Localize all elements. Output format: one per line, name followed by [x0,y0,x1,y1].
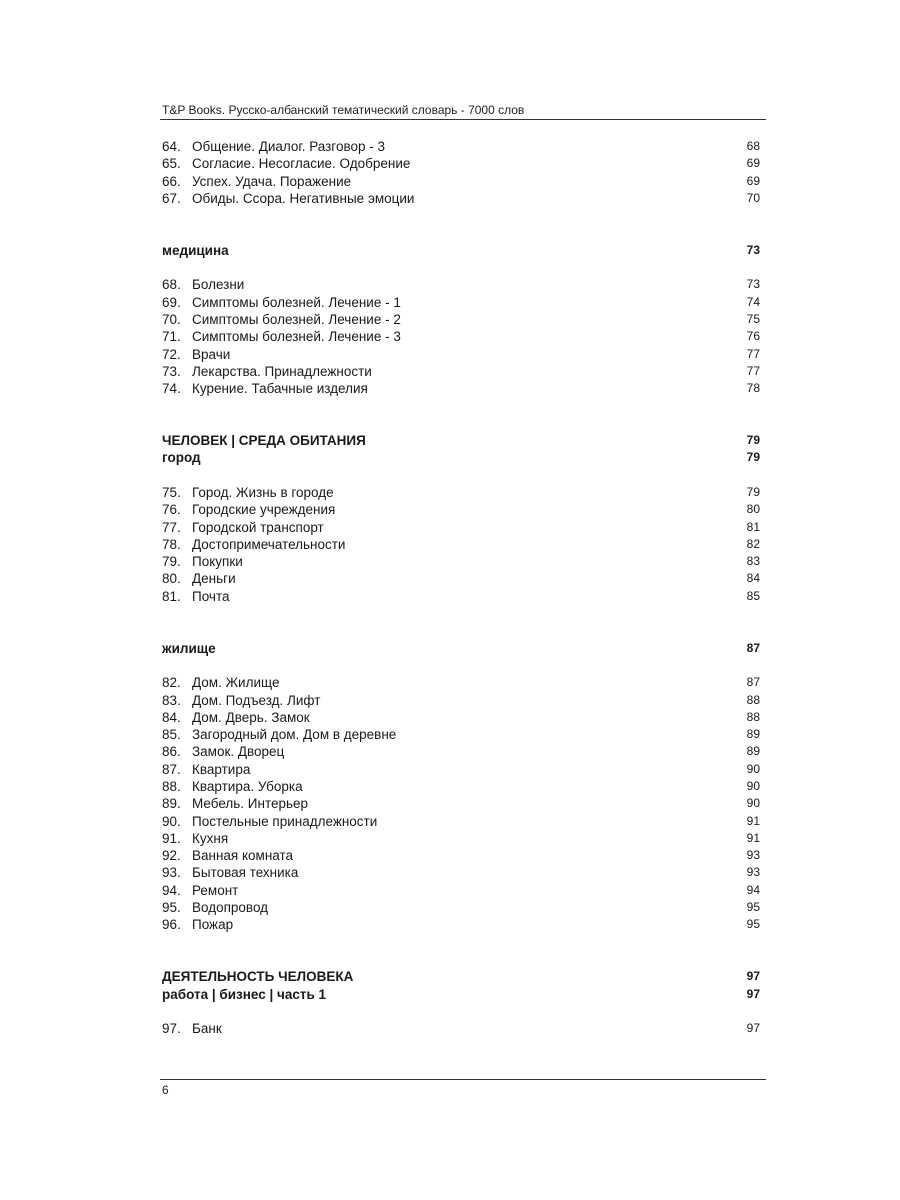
entry-title: Лекарства. Принадлежности [192,363,372,379]
entry-title: Ремонт [192,882,239,898]
entry-number: 73. [162,363,181,379]
entry-page: 84 [746,571,760,586]
entry-page: 85 [746,588,760,603]
entry-title: Общение. Диалог. Разговор - 3 [192,139,385,154]
entry-number: 69. [162,294,181,310]
toc-entry[interactable] [162,692,760,709]
entry-page: 80 [746,502,760,517]
entry-number: 68. [162,277,181,293]
entry-page: 90 [746,761,760,776]
entry-number: 86. [162,744,181,760]
entry-number: 71. [162,329,181,345]
toc-entry[interactable] [162,813,760,830]
entry-number: 89. [162,796,181,812]
toc-entry[interactable] [162,536,760,553]
toc-section-heading[interactable] [162,640,760,657]
toc-entry[interactable] [162,830,760,847]
heading-gap [162,467,760,484]
section-gap [162,934,760,969]
toc-entry[interactable] [162,553,760,570]
toc-entry[interactable] [162,795,760,812]
entry-title: Банк [192,1021,222,1037]
entry-page: 76 [746,329,760,344]
entry-page: 73 [746,277,760,292]
entry-number: 81. [162,588,181,604]
entry-title: Городской транспорт [192,519,324,535]
entry-title: Покупки [192,554,243,570]
entry-number: 85. [162,727,181,743]
entry-number: 72. [162,346,181,362]
entry-title: Загородный дом. Дом в деревне [192,727,397,743]
toc-entry[interactable] [162,588,760,605]
entry-title: Успех. Удача. Поражение [192,173,352,189]
section-page: 79 [746,433,760,448]
toc-entry[interactable] [162,138,760,155]
toc-entry[interactable] [162,778,760,795]
heading-gap [162,1003,760,1020]
entry-number: 83. [162,692,181,708]
footer-divider [160,1079,766,1080]
entry-page: 91 [746,830,760,845]
table-of-contents [162,138,760,1037]
toc-entry[interactable] [162,294,760,311]
toc-entry[interactable] [162,311,760,328]
toc-entry[interactable] [162,916,760,933]
section-title: медицина [162,242,229,258]
entry-number: 91. [162,830,181,846]
toc-entry[interactable] [162,709,760,726]
entry-page: 88 [746,692,760,707]
section-page: 97 [746,986,760,1001]
entry-page: 68 [746,139,760,153]
entry-title: Водопровод [192,900,269,916]
toc-entry[interactable] [162,864,760,881]
entry-page: 75 [746,311,760,326]
entry-title: Дом. Подъезд. Лифт [192,692,321,708]
entry-page: 93 [746,865,760,880]
entry-title: Симптомы болезней. Лечение - 3 [192,329,401,345]
entry-number: 77. [162,519,181,535]
toc-entry[interactable] [162,847,760,864]
entry-title: Городские учреждения [192,502,336,518]
entry-number: 70. [162,311,181,327]
heading-gap [162,657,760,674]
toc-section-heading[interactable] [162,432,760,449]
section-page: 73 [746,242,760,257]
entry-number: 64. [162,139,181,154]
entry-number: 76. [162,502,181,518]
entry-number: 87. [162,761,181,777]
entry-page: 89 [746,744,760,759]
entry-page: 97 [746,1021,760,1036]
section-page: 97 [746,969,760,984]
header-divider [160,119,766,120]
toc-entry[interactable] [162,1020,760,1037]
entry-page: 87 [746,675,760,690]
toc-entry[interactable] [162,190,760,207]
toc-entry[interactable] [162,484,760,501]
entry-page: 74 [746,294,760,309]
entry-number: 79. [162,554,181,570]
entry-title: Почта [192,588,230,604]
toc-section-heading[interactable] [162,242,760,259]
entry-page: 88 [746,709,760,724]
entry-title: Достопримечательности [192,536,346,552]
entry-title: Согласие. Несогласие. Одобрение [192,156,411,172]
running-header: T&P Books. Русско-албанский тематический словарь - 7000 слов [162,103,525,117]
toc-entry[interactable] [162,570,760,587]
section-title: ЧЕЛОВЕК | СРЕДА ОБИТАНИЯ [162,433,366,449]
toc-entry[interactable] [162,674,760,691]
entry-page: 77 [746,363,760,378]
toc-entry[interactable] [162,346,760,363]
toc-entry[interactable] [162,899,760,916]
section-gap [162,207,760,242]
entry-number: 93. [162,865,181,881]
entry-number: 82. [162,675,181,691]
entry-page: 81 [746,519,760,534]
entry-page: 77 [746,346,760,361]
entry-number: 67. [162,190,181,206]
toc-section-heading[interactable] [162,968,760,985]
entry-page: 79 [746,484,760,499]
entry-title: Квартира. Уборка [192,778,303,794]
toc-section-heading[interactable] [162,449,760,466]
entry-number: 80. [162,571,181,587]
entry-page: 90 [746,778,760,793]
page-number: 6 [162,1083,169,1097]
entry-page: 70 [746,190,760,205]
entry-page: 69 [746,156,760,171]
entry-title: Замок. Дворец [192,744,285,760]
entry-page: 83 [746,554,760,569]
toc-entry[interactable] [162,743,760,760]
entry-number: 84. [162,709,181,725]
toc-entry[interactable] [162,276,760,293]
section-page: 87 [746,640,760,655]
section-title: работа | бизнес | часть 1 [162,986,327,1002]
toc-entry[interactable] [162,173,760,190]
entry-title: Кухня [192,830,229,846]
entry-number: 78. [162,536,181,552]
entry-title: Симптомы болезней. Лечение - 2 [192,311,401,327]
entry-number: 97. [162,1021,181,1037]
entry-title: Дом. Жилище [192,675,280,691]
section-page: 79 [746,450,760,465]
entry-number: 96. [162,917,181,933]
entry-title: Деньги [192,571,236,587]
toc-entry[interactable] [162,761,760,778]
entry-number: 94. [162,882,181,898]
entry-number: 95. [162,900,181,916]
entry-number: 75. [162,484,181,500]
entry-title: Дом. Дверь. Замок [192,709,310,725]
toc-entry[interactable] [162,328,760,345]
entry-title: Курение. Табачные изделия [192,381,368,397]
entry-page: 89 [746,727,760,742]
entry-title: Врачи [192,346,231,362]
entry-number: 88. [162,778,181,794]
toc-entry[interactable] [162,380,760,397]
entry-number: 92. [162,848,181,864]
entry-number: 74. [162,381,181,397]
section-title: жилище [162,640,216,656]
section-title: ДЕЯТЕЛЬНОСТЬ ЧЕЛОВЕКА [162,969,354,985]
entry-title: Обиды. Ссора. Негативные эмоции [192,190,415,206]
entry-title: Мебель. Интерьер [192,796,309,812]
toc-section-heading[interactable] [162,986,760,1003]
entry-page: 69 [746,173,760,188]
entry-page: 82 [746,536,760,551]
entry-title: Симптомы болезней. Лечение - 1 [192,294,401,310]
toc-entry[interactable] [162,726,760,743]
entry-page: 93 [746,848,760,863]
entry-page: 78 [746,381,760,396]
section-gap [162,605,760,640]
entry-title: Болезни [192,277,245,293]
toc-entry[interactable] [162,363,760,380]
entry-page: 95 [746,917,760,932]
entry-title: Город. Жизнь в городе [192,484,334,500]
entry-page: 90 [746,796,760,811]
toc-entry[interactable] [162,882,760,899]
entry-number: 66. [162,173,181,189]
entry-page: 94 [746,882,760,897]
entry-title: Ванная комната [192,848,294,864]
entry-title: Постельные принадлежности [192,813,378,829]
entry-title: Квартира [192,761,251,777]
entry-page: 95 [746,900,760,915]
entry-page: 91 [746,813,760,828]
toc-entry[interactable] [162,155,760,172]
entry-title: Бытовая техника [192,865,299,881]
toc-entry[interactable] [162,501,760,518]
entry-title: Пожар [192,917,234,933]
entry-number: 65. [162,156,181,172]
heading-gap [162,259,760,276]
toc-entry[interactable] [162,519,760,536]
section-title: город [162,450,201,466]
entry-number: 90. [162,813,181,829]
section-gap [162,397,760,432]
